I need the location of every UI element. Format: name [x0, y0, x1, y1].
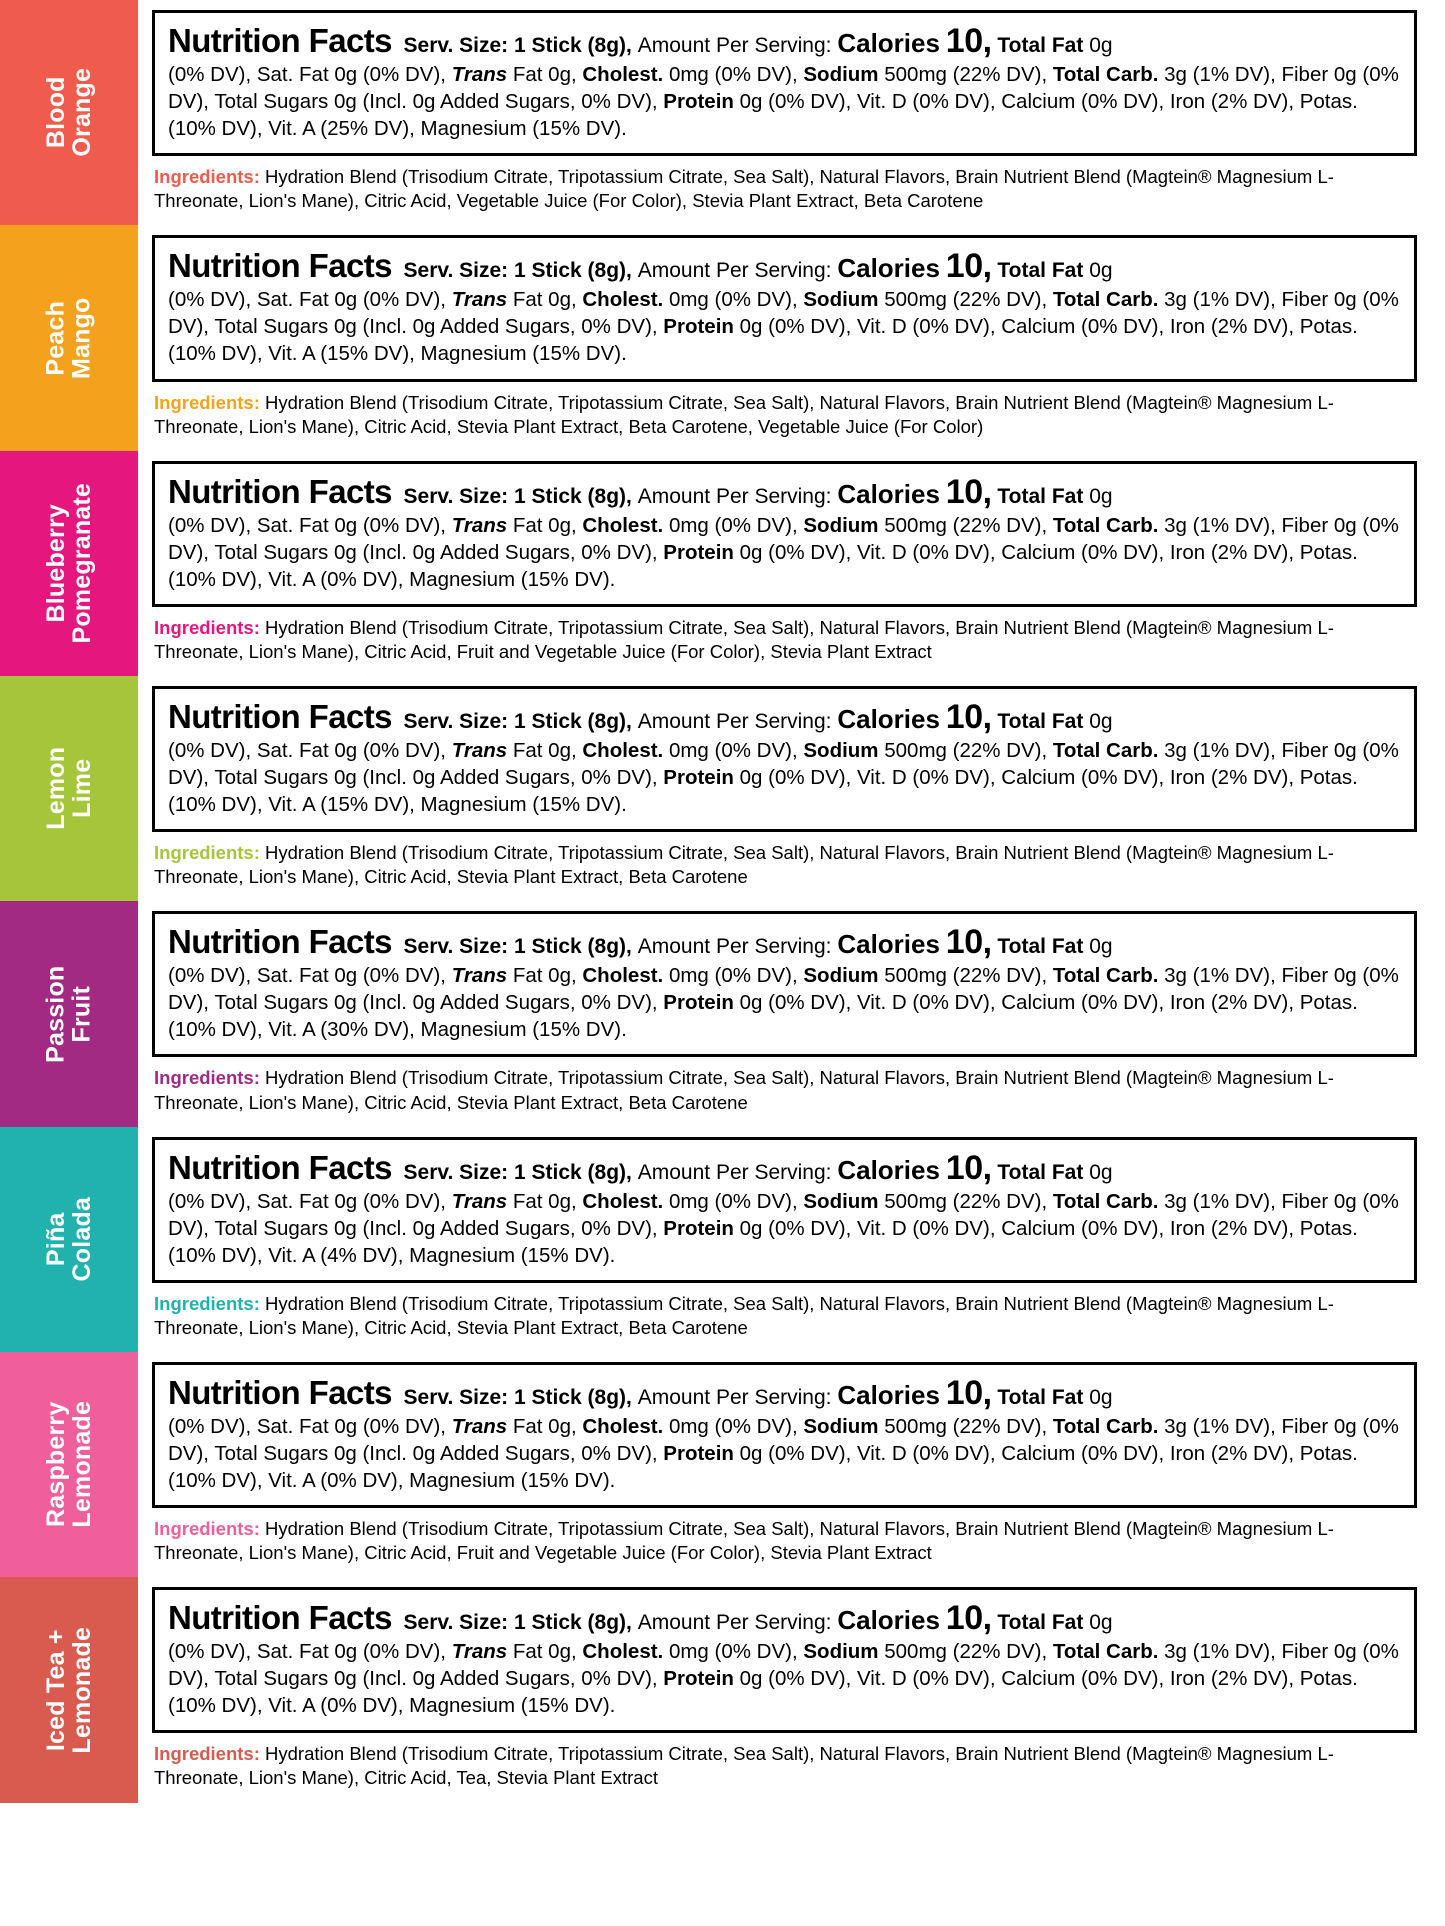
amount-per-serving-text: Amount Per Serving: [637, 1160, 832, 1184]
nutrition-facts-body [168, 737, 1401, 818]
total-fat-dv: (0% DV), [168, 513, 257, 537]
total-carb-label: Total Carb. [1052, 288, 1159, 312]
sodium-value: 500mg (22% DV), [878, 739, 1053, 763]
total-fat-value: 0g [1089, 1611, 1113, 1635]
cholesterol-label: Cholest. [582, 63, 664, 87]
sat-fat-text: Sat. Fat 0g (0% DV), [256, 1189, 452, 1213]
total-carb-label: Total Carb. [1052, 1640, 1159, 1664]
total-carb-label: Total Carb. [1052, 739, 1159, 763]
ingredients-label: Ingredients: [154, 1292, 260, 1314]
ingredients-line [154, 1292, 1417, 1340]
serving-size-text: Serv. Size: 1 Stick (8g), [403, 259, 632, 283]
nutrition-facts-box [152, 1137, 1417, 1283]
sat-fat-text: Sat. Fat 0g (0% DV), [256, 1414, 452, 1438]
vitamin-a-value: Vit. A (30% DV), [268, 1018, 415, 1042]
total-fat-label: Total Fat [997, 1611, 1084, 1635]
amount-per-serving-text: Amount Per Serving: [637, 34, 832, 57]
cholesterol-label: Cholest. [582, 1414, 664, 1438]
total-fat-dv: (0% DV), [168, 739, 257, 763]
ingredients-line [154, 165, 1417, 213]
sodium-label: Sodium [803, 964, 879, 988]
ingredients-label: Ingredients: [154, 1743, 260, 1765]
panel-area [138, 225, 1445, 450]
flavor-name-line1: Lemon [41, 747, 70, 831]
cholesterol-label: Cholest. [582, 288, 664, 312]
calories-value: 10, [945, 247, 992, 286]
calories-word: Calories [837, 703, 940, 734]
total-carb-label: Total Carb. [1052, 1189, 1159, 1213]
sat-fat-text: Sat. Fat 0g (0% DV), [256, 288, 452, 312]
flavor-name-label [43, 965, 96, 1062]
flavor-name-label [43, 1627, 96, 1754]
flavor-name-line2: Lemonade [68, 1401, 96, 1528]
flavor-panel-row [0, 225, 1445, 450]
ingredients-label: Ingredients: [154, 1518, 260, 1540]
flavor-panel-row [0, 0, 1445, 225]
panel-area [138, 676, 1445, 901]
ingredients-text: Hydration Blend (Trisodium Citrate, Tripotassium Citrate, Sea Salt), Natural Flavors, Brain Nutrient Blend (Magtein® Magnesium L-Threonate, Lion's Mane), Citric Acid, Tea, Stevia Plant Extract [154, 1743, 1334, 1789]
serving-size-text: Serv. Size: 1 Stick (8g), [403, 1160, 632, 1184]
calories-value: 10, [945, 1373, 992, 1412]
protein-label: Protein [663, 1216, 734, 1240]
cholesterol-value: 0mg (0% DV), [663, 1189, 804, 1213]
calories-value: 10, [945, 697, 992, 736]
serving-size-text: Serv. Size: 1 Stick (8g), [403, 935, 632, 959]
flavor-color-tab [0, 676, 138, 901]
flavor-name-line1: Piña [41, 1212, 70, 1267]
amount-per-serving-text: Amount Per Serving: [637, 259, 832, 283]
total-carb-value: 3g (1% DV), Fiber 0g (0% DV), Total Sugars 0g (Incl. 0g Added Sugars, 0% DV), [168, 288, 1399, 339]
calories-word: Calories [837, 929, 940, 960]
protein-label: Protein [663, 1442, 734, 1465]
sat-fat-text: Sat. Fat 0g (0% DV), [256, 1640, 452, 1664]
total-carb-value: 3g (1% DV), Fiber 0g (0% DV), Total Sugars 0g (Incl. 0g Added Sugars, 0% DV), [168, 1414, 1399, 1465]
nutrition-facts-header-line [168, 1599, 1401, 1637]
flavor-name-line2: Fruit [68, 985, 96, 1043]
cholesterol-value: 0mg (0% DV), [663, 1640, 804, 1664]
ingredients-text: Hydration Blend (Trisodium Citrate, Tripotassium Citrate, Sea Salt), Natural Flavors, Brain Nutrient Blend (Magtein® Magnesium L-Threonate, Lion's Mane), Citric Acid, Stevia Plant Extract, Beta Carotene [154, 842, 1334, 888]
protein-label: Protein [663, 540, 734, 564]
vitamin-a-value: Vit. A (0% DV), [268, 1469, 404, 1493]
sodium-label: Sodium [803, 1189, 879, 1213]
cholesterol-value: 0mg (0% DV), [663, 63, 804, 87]
nutrition-facts-body [168, 61, 1401, 142]
nutrition-facts-header-line [168, 247, 1401, 285]
total-carb-value: 3g (1% DV), Fiber 0g (0% DV), Total Sugars 0g (Incl. 0g Added Sugars, 0% DV), [168, 63, 1399, 114]
flavor-name-line1: Peach [41, 300, 70, 376]
ingredients-line [154, 391, 1417, 439]
trans-fat-value: Fat 0g, [507, 1189, 583, 1213]
calories-word: Calories [837, 478, 940, 509]
flavor-color-tab [0, 1352, 138, 1577]
calories-word: Calories [837, 253, 940, 284]
nutrition-facts-title: Nutrition Facts [168, 472, 392, 510]
panel-area [138, 1127, 1445, 1352]
flavor-color-tab [0, 1127, 138, 1352]
protein-value: 0g (0% DV), Vit. D (0% DV), Calcium (0% DV), Iron (2% DV), Potas. (10% DV), [168, 766, 1358, 817]
nutrition-facts-body [168, 286, 1401, 367]
sodium-label: Sodium [803, 739, 879, 763]
nutrition-facts-title: Nutrition Facts [168, 22, 392, 59]
flavor-panel-row [0, 1352, 1445, 1577]
sat-fat-text: Sat. Fat 0g (0% DV), [256, 513, 452, 537]
sodium-value: 500mg (22% DV), [878, 288, 1053, 312]
total-fat-value: 0g [1089, 259, 1113, 283]
nutrition-facts-header-line [168, 698, 1401, 736]
total-fat-dv: (0% DV), [168, 1189, 257, 1213]
ingredients-text: Hydration Blend (Trisodium Citrate, Tripotassium Citrate, Sea Salt), Natural Flavors, Brain Nutrient Blend (Magtein® Magnesium L-Threonate, Lion's Mane), Citric Acid, Stevia Plant Extract, Beta Carotene [154, 1292, 1334, 1338]
flavor-color-tab [0, 225, 138, 450]
nutrition-facts-title: Nutrition Facts [168, 247, 392, 285]
total-fat-value: 0g [1089, 1160, 1113, 1184]
trans-fat-value: Fat 0g, [507, 513, 583, 537]
vitamin-a-value: Vit. A (0% DV), [268, 567, 404, 591]
flavor-color-tab [0, 1577, 138, 1802]
calories-value: 10, [945, 1148, 992, 1187]
flavor-panel-row [0, 1127, 1445, 1352]
ingredients-label: Ingredients: [154, 166, 260, 188]
sodium-value: 500mg (22% DV), [878, 1414, 1053, 1438]
vitamin-a-value: Vit. A (0% DV), [268, 1694, 404, 1718]
total-fat-label: Total Fat [997, 484, 1084, 508]
nutrition-facts-title: Nutrition Facts [168, 697, 392, 735]
total-carb-label: Total Carb. [1052, 513, 1159, 537]
total-fat-label: Total Fat [997, 34, 1084, 57]
ingredients-line [154, 1517, 1417, 1565]
calories-word: Calories [837, 1605, 940, 1636]
protein-label: Protein [663, 1667, 734, 1691]
vitamin-a-value: Vit. A (25% DV), [268, 117, 415, 141]
serving-size-text: Serv. Size: 1 Stick (8g), [403, 709, 632, 733]
cholesterol-value: 0mg (0% DV), [663, 288, 804, 312]
sat-fat-text: Sat. Fat 0g (0% DV), [256, 739, 452, 763]
trans-fat-value: Fat 0g, [507, 1640, 583, 1664]
sat-fat-text: Sat. Fat 0g (0% DV), [256, 964, 452, 988]
total-fat-dv: (0% DV), [168, 1414, 257, 1438]
serving-size-text: Serv. Size: 1 Stick (8g), [403, 1385, 632, 1409]
ingredients-line [154, 616, 1417, 664]
flavor-name-label [43, 68, 96, 157]
ingredients-label: Ingredients: [154, 616, 260, 638]
trans-fat-label: Trans [451, 513, 508, 537]
cholesterol-label: Cholest. [582, 739, 664, 763]
total-fat-value: 0g [1089, 709, 1113, 733]
nutrition-facts-body [168, 512, 1401, 593]
trans-fat-label: Trans [451, 739, 508, 763]
nutrition-facts-box [152, 1362, 1417, 1508]
cholesterol-value: 0mg (0% DV), [663, 964, 804, 988]
protein-value: 0g (0% DV), Vit. D (0% DV), Calcium (0% DV), Iron (2% DV), Potas. (10% DV), [168, 1667, 1358, 1718]
magnesium-value: Magnesium (15% DV). [414, 342, 627, 366]
calories-value: 10, [945, 472, 992, 511]
flavor-name-line1: Blueberry [41, 504, 70, 623]
ingredients-text: Hydration Blend (Trisodium Citrate, Tripotassium Citrate, Sea Salt), Natural Flavors, Brain Nutrient Blend (Magtein® Magnesium L-Threonate, Lion's Mane), Citric Acid, Fruit and Vegetable Juice (For Color), Stevia Plant Extract [154, 1518, 1334, 1564]
total-carb-value: 3g (1% DV), Fiber 0g (0% DV), Total Sugars 0g (Incl. 0g Added Sugars, 0% DV), [168, 1189, 1399, 1240]
flavor-name-line2: Pomegranate [68, 482, 96, 644]
ingredients-text: Hydration Blend (Trisodium Citrate, Tripotassium Citrate, Sea Salt), Natural Flavors, Brain Nutrient Blend (Magtein® Magnesium L-Threonate, Lion's Mane), Citric Acid, Stevia Plant Extract, Beta Carotene, Vegetable Juice (For Color) [154, 391, 1334, 437]
trans-fat-value: Fat 0g, [507, 739, 583, 763]
sodium-value: 500mg (22% DV), [878, 513, 1053, 537]
sodium-label: Sodium [803, 1640, 879, 1664]
total-fat-label: Total Fat [997, 259, 1084, 283]
serving-size-text: Serv. Size: 1 Stick (8g), [403, 1611, 632, 1635]
total-fat-dv: (0% DV), [168, 1640, 257, 1664]
protein-value: 0g (0% DV), Vit. D (0% DV), Calcium (0% DV), Iron (2% DV), Potas. (10% DV), [168, 1442, 1358, 1493]
amount-per-serving-text: Amount Per Serving: [637, 1611, 832, 1635]
ingredients-text: Hydration Blend (Trisodium Citrate, Tripotassium Citrate, Sea Salt), Natural Flavors, Brain Nutrient Blend (Magtein® Magnesium L-Threonate, Lion's Mane), Citric Acid, Vegetable Juice (For Color), Stevia Plant Extract, Beta Carotene [154, 166, 1334, 212]
vitamin-a-value: Vit. A (15% DV), [268, 793, 415, 817]
total-fat-label: Total Fat [997, 709, 1084, 733]
flavor-name-line1: Passion [41, 965, 70, 1063]
sodium-value: 500mg (22% DV), [878, 63, 1053, 87]
amount-per-serving-text: Amount Per Serving: [637, 935, 832, 959]
cholesterol-label: Cholest. [582, 1640, 664, 1664]
protein-value: 0g (0% DV), Vit. D (0% DV), Calcium (0% DV), Iron (2% DV), Potas. (10% DV), [168, 315, 1358, 366]
flavor-name-label [43, 297, 96, 379]
trans-fat-label: Trans [451, 964, 508, 988]
ingredients-text: Hydration Blend (Trisodium Citrate, Tripotassium Citrate, Sea Salt), Natural Flavors, Brain Nutrient Blend (Magtein® Magnesium L-Threonate, Lion's Mane), Citric Acid, Fruit and Vegetable Juice (For Color), Stevia Plant Extract [154, 616, 1334, 662]
total-fat-value: 0g [1089, 484, 1113, 508]
ingredients-label: Ingredients: [154, 1067, 260, 1089]
magnesium-value: Magnesium (15% DV). [414, 117, 627, 141]
flavor-name-line2: Lemonade [68, 1626, 96, 1754]
calories-value: 10, [945, 923, 992, 962]
total-fat-value: 0g [1089, 1385, 1113, 1409]
nutrition-facts-body [168, 962, 1401, 1043]
nutrition-facts-box [152, 461, 1417, 607]
sodium-label: Sodium [803, 513, 879, 537]
total-carb-value: 3g (1% DV), Fiber 0g (0% DV), Total Sugars 0g (Incl. 0g Added Sugars, 0% DV), [168, 513, 1399, 564]
total-fat-label: Total Fat [997, 935, 1084, 959]
nutrition-facts-box [152, 1587, 1417, 1733]
flavor-name-line2: Orange [67, 68, 96, 158]
flavor-name-line2: Mango [67, 297, 96, 379]
nutrition-facts-header-line [168, 923, 1401, 961]
total-fat-dv: (0% DV), [168, 964, 257, 988]
protein-label: Protein [663, 90, 734, 114]
panel-area [138, 901, 1445, 1126]
total-fat-label: Total Fat [997, 1385, 1084, 1409]
amount-per-serving-text: Amount Per Serving: [637, 484, 832, 508]
cholesterol-label: Cholest. [582, 1189, 664, 1213]
protein-value: 0g (0% DV), Vit. D (0% DV), Calcium (0% DV), Iron (2% DV), Potas. (10% DV), [168, 90, 1358, 141]
cholesterol-label: Cholest. [582, 964, 664, 988]
panel-area [138, 451, 1445, 676]
flavor-name-label [43, 483, 96, 644]
calories-word: Calories [837, 1154, 940, 1185]
nutrition-facts-box [152, 911, 1417, 1057]
flavor-name-label [43, 1197, 96, 1282]
calories-word: Calories [837, 28, 940, 58]
flavor-panel-row [0, 901, 1445, 1126]
nutrition-facts-title: Nutrition Facts [168, 1599, 392, 1637]
nutrition-facts-header-line [168, 473, 1401, 511]
calories-value: 10, [945, 22, 992, 60]
flavor-name-line2: Colada [68, 1196, 96, 1282]
ingredients-line [154, 841, 1417, 889]
flavor-name-label [43, 747, 96, 830]
vitamin-a-value: Vit. A (4% DV), [268, 1243, 404, 1267]
flavor-color-tab [0, 0, 138, 225]
nutrition-facts-title: Nutrition Facts [168, 1148, 392, 1186]
magnesium-value: Magnesium (15% DV). [403, 1243, 616, 1267]
trans-fat-label: Trans [451, 1414, 508, 1438]
cholesterol-value: 0mg (0% DV), [663, 1414, 804, 1438]
flavor-name-label [43, 1401, 96, 1528]
flavor-name-line2: Lime [67, 759, 96, 819]
nutrition-facts-body [168, 1188, 1401, 1269]
amount-per-serving-text: Amount Per Serving: [637, 1385, 832, 1409]
ingredients-line [154, 1066, 1417, 1114]
sodium-label: Sodium [803, 63, 879, 87]
calories-value: 10, [945, 1599, 992, 1638]
cholesterol-label: Cholest. [582, 513, 664, 537]
trans-fat-label: Trans [451, 288, 508, 312]
total-carb-value: 3g (1% DV), Fiber 0g (0% DV), Total Sugars 0g (Incl. 0g Added Sugars, 0% DV), [168, 964, 1399, 1015]
nutrition-facts-header-line [168, 1374, 1401, 1412]
cholesterol-value: 0mg (0% DV), [663, 739, 804, 763]
ingredients-label: Ingredients: [154, 842, 260, 864]
trans-fat-value: Fat 0g, [507, 1414, 583, 1438]
sodium-value: 500mg (22% DV), [878, 964, 1053, 988]
nutrition-facts-body [168, 1413, 1401, 1494]
total-carb-value: 3g (1% DV), Fiber 0g (0% DV), Total Sugars 0g (Incl. 0g Added Sugars, 0% DV), [168, 1640, 1399, 1691]
amount-per-serving-text: Amount Per Serving: [637, 709, 832, 733]
total-carb-value: 3g (1% DV), Fiber 0g (0% DV), Total Sugars 0g (Incl. 0g Added Sugars, 0% DV), [168, 739, 1399, 790]
panel-area [138, 0, 1445, 225]
flavor-name-line1: Raspberry [41, 1401, 70, 1528]
vitamin-a-value: Vit. A (15% DV), [268, 342, 415, 366]
sodium-label: Sodium [803, 1414, 879, 1438]
sat-fat-text: Sat. Fat 0g (0% DV), [256, 63, 452, 87]
flavor-name-line1: Iced Tea + [41, 1628, 70, 1751]
ingredients-line [154, 1742, 1417, 1790]
protein-label: Protein [663, 766, 734, 790]
total-fat-value: 0g [1089, 34, 1113, 57]
flavor-panel-row [0, 676, 1445, 901]
magnesium-value: Magnesium (15% DV). [414, 1018, 627, 1042]
magnesium-value: Magnesium (15% DV). [403, 567, 616, 591]
flavor-name-line1: Blood [41, 76, 70, 149]
protein-value: 0g (0% DV), Vit. D (0% DV), Calcium (0% DV), Iron (2% DV), Potas. (10% DV), [168, 991, 1358, 1042]
magnesium-value: Magnesium (15% DV). [403, 1694, 616, 1718]
flavor-panel-row [0, 451, 1445, 676]
total-fat-dv: (0% DV), [168, 63, 257, 87]
serving-size-text: Serv. Size: 1 Stick (8g), [403, 34, 632, 57]
trans-fat-label: Trans [451, 1640, 508, 1664]
protein-label: Protein [663, 991, 734, 1015]
trans-fat-label: Trans [451, 63, 508, 87]
trans-fat-value: Fat 0g, [507, 63, 583, 87]
total-fat-dv: (0% DV), [168, 288, 257, 312]
flavor-panel-row [0, 1577, 1445, 1802]
ingredients-label: Ingredients: [154, 391, 260, 413]
trans-fat-value: Fat 0g, [507, 964, 583, 988]
trans-fat-label: Trans [451, 1189, 508, 1213]
trans-fat-value: Fat 0g, [507, 288, 583, 312]
sodium-label: Sodium [803, 288, 879, 312]
total-carb-label: Total Carb. [1052, 1414, 1159, 1438]
magnesium-value: Magnesium (15% DV). [414, 793, 627, 817]
nutrition-facts-box [152, 235, 1417, 381]
protein-value: 0g (0% DV), Vit. D (0% DV), Calcium (0% DV), Iron (2% DV), Potas. (10% DV), [168, 540, 1358, 591]
ingredients-text: Hydration Blend (Trisodium Citrate, Tripotassium Citrate, Sea Salt), Natural Flavors, Brain Nutrient Blend (Magtein® Magnesium L-Threonate, Lion's Mane), Citric Acid, Stevia Plant Extract, Beta Carotene [154, 1067, 1334, 1113]
protein-value: 0g (0% DV), Vit. D (0% DV), Calcium (0% DV), Iron (2% DV), Potas. (10% DV), [168, 1216, 1358, 1267]
panel-area [138, 1577, 1445, 1802]
nutrition-facts-box [152, 686, 1417, 832]
nutrition-facts-header-line [168, 22, 1401, 60]
protein-label: Protein [663, 315, 734, 339]
serving-size-text: Serv. Size: 1 Stick (8g), [403, 484, 632, 508]
nutrition-facts-box [152, 10, 1417, 156]
sodium-value: 500mg (22% DV), [878, 1640, 1053, 1664]
flavor-color-tab [0, 901, 138, 1126]
nutrition-facts-title: Nutrition Facts [168, 1373, 392, 1411]
total-fat-label: Total Fat [997, 1160, 1084, 1184]
total-fat-value: 0g [1089, 935, 1113, 959]
flavor-color-tab [0, 451, 138, 676]
nutrition-facts-title: Nutrition Facts [168, 923, 392, 961]
total-carb-label: Total Carb. [1052, 964, 1159, 988]
panel-area [138, 1352, 1445, 1577]
nutrition-facts-header-line [168, 1149, 1401, 1187]
total-carb-label: Total Carb. [1052, 63, 1159, 87]
nutrition-facts-body [168, 1638, 1401, 1719]
cholesterol-value: 0mg (0% DV), [663, 513, 804, 537]
magnesium-value: Magnesium (15% DV). [403, 1469, 616, 1493]
sodium-value: 500mg (22% DV), [878, 1189, 1053, 1213]
calories-word: Calories [837, 1379, 940, 1410]
